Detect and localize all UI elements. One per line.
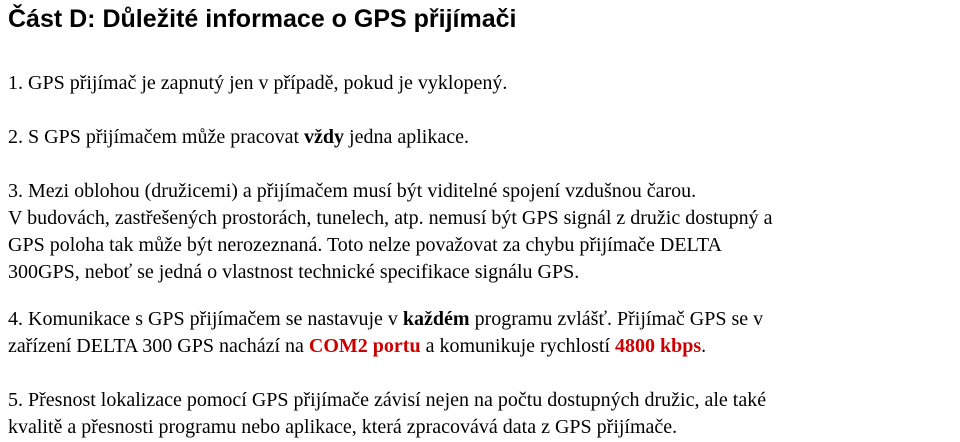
item-4-text-2-mid: a komunikuje rychlostí	[425, 335, 611, 357]
item-2-number: 2.	[8, 126, 23, 148]
item-4-text-2-post: .	[701, 335, 707, 357]
item-2-line-1	[8, 124, 954, 151]
item-4-text-1-bold: každém	[402, 308, 470, 330]
page-title: Část D: Důležité informace o GPS přijímači	[8, 5, 517, 33]
item-3-line-2: V budovách, zastřešených prostorách, tunelech, atp. nemusí být GPS signál z družic dostupný a	[8, 207, 773, 229]
item-4-number: 4.	[8, 308, 23, 330]
item-1-text: GPS přijímač je zapnutý jen v případě, pokud je vyklopený.	[28, 72, 508, 94]
list-item-3	[8, 178, 954, 286]
item-2-text-post: jedna aplikace.	[349, 126, 469, 148]
item-4-line-2	[8, 333, 954, 360]
item-1-number: 1.	[8, 72, 23, 94]
item-4-text-2-pre: zařízení DELTA 300 GPS nachází na	[8, 335, 304, 357]
item-3-line-3: GPS poloha tak může být nerozeznaná. Toto nelze považovat za chybu přijímače DELTA	[8, 234, 722, 256]
item-2-text-pre: S GPS přijímačem může pracovat	[28, 126, 300, 148]
baud-rate-highlight: 4800 kbps	[615, 335, 702, 357]
item-4-text-1-post: programu zvlášť. Přijímač GPS se v	[474, 308, 764, 330]
item-4-text-1-pre: Komunikace s GPS přijímačem se nastavuje v	[28, 308, 398, 330]
item-5-line-1	[8, 387, 954, 414]
item-5-text-1: Přesnost lokalizace pomocí GPS přijímače závisí nejen na počtu dostupných družic, ale také	[28, 389, 767, 411]
item-3-line-4: 300GPS, neboť se jedná o vlastnost technické specifikace signálu GPS.	[8, 261, 580, 283]
item-4-line-1	[8, 306, 954, 333]
list-item-2	[8, 124, 954, 151]
item-3-number: 3.	[8, 180, 23, 202]
list-item-4	[8, 306, 954, 360]
list-item-5	[8, 387, 954, 441]
item-3-line-1	[8, 178, 954, 205]
com-port-highlight: COM2 portu	[308, 335, 421, 357]
item-5-line-2: kvalitě a přesnosti programu nebo aplikace, která zpracovává data z GPS přijímače.	[8, 416, 678, 438]
info-list	[8, 70, 954, 441]
item-3-text-1: Mezi oblohou (družicemi) a přijímačem musí být viditelné spojení vzdušnou čarou.	[28, 180, 697, 202]
list-item-1	[8, 70, 954, 97]
item-2-text-bold: vždy	[304, 126, 345, 148]
item-5-number: 5.	[8, 389, 23, 411]
item-1-line-1	[8, 70, 954, 97]
